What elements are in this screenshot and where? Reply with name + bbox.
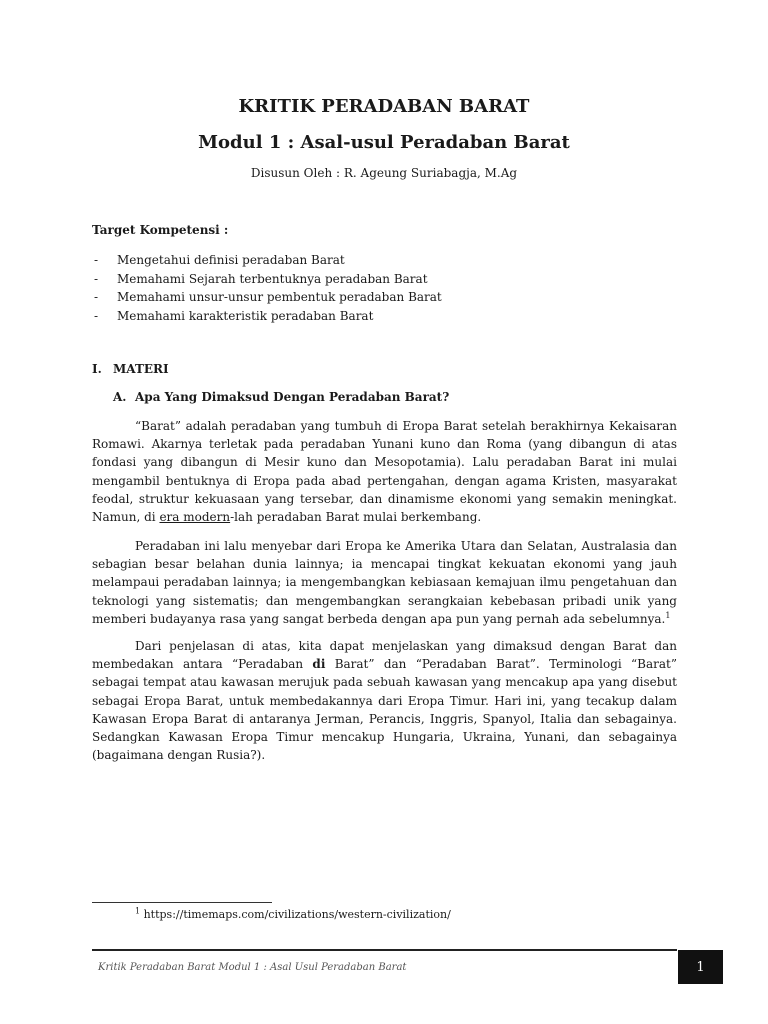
list-item-text: Memahami unsur-unsur pembentuk peradaban Barat bbox=[117, 290, 442, 304]
footnote-url[interactable]: https://timemaps.com/civilizations/western-civilization/ bbox=[140, 908, 451, 921]
paragraph-2 bbox=[92, 537, 677, 628]
target-heading: Target Kompetensi : bbox=[92, 223, 229, 237]
bullet-dash: - bbox=[94, 308, 99, 323]
module-title: Modul 1 : Asal-usul Peradaban Barat bbox=[198, 132, 570, 153]
footnote bbox=[135, 908, 451, 921]
list-item bbox=[92, 270, 442, 289]
footnote-separator bbox=[92, 902, 272, 903]
paragraph-1-text: “Barat” adalah peradaban yang tumbuh di Eropa Barat setelah berakhirnya Kekaisaran Romawi. Akarnya terletak pada peradaban Yunani kuno dan Roma (yang dibangun di atas fondasi yang dibangun di Mesir kuno dan Mesopotamia). Lalu peradaban Barat ini mulai mengambil bentuknya di Eropa pada abad pertengahan, dengan agama Kristen, masyarakat feodal, struktur kekuasaan yang tersebar, dan dinamisme ekonomi yang semakin meningkat. Namun, di bbox=[92, 419, 677, 525]
bullet-dash: - bbox=[94, 253, 99, 267]
list-item bbox=[92, 251, 442, 270]
list-item-text: Memahami karakteristik peradaban Barat bbox=[117, 308, 374, 323]
paragraph-3-tail: Barat” dan “Peradaban Barat”. Terminologi “Barat” sebagai tempat atau kawasan merujuk pada sebuah kawasan yang mencakup apa yang disebut sebagai Eropa Barat, untuk membedakannya dari Eropa Timur. Hari ini, yang tecakup dalam Kawasan Eropa Barat di antaranya Jerman, Perancis, Inggris, Spanyol, Italia dan sebagainya. Sedangkan Kawasan Eropa Timur mencakup Hungaria, Ukraina, Yunani, dan sebagainya (bagaimana dengan Rusia?). bbox=[92, 657, 678, 763]
section-number: I. bbox=[92, 362, 102, 376]
target-list bbox=[92, 251, 442, 325]
document-title: KRITIK PERADABAN BARAT bbox=[238, 96, 530, 117]
subsection-letter: A. bbox=[113, 390, 127, 404]
list-item bbox=[92, 288, 442, 307]
list-item-text: Memahami Sejarah terbentuknya peradaban Barat bbox=[117, 271, 428, 286]
footer-divider bbox=[92, 949, 677, 951]
section-heading bbox=[92, 362, 169, 376]
paragraph-2-text: Peradaban ini lalu menyebar dari Eropa ke Amerika Utara dan Selatan, Australasia dan sebagian besar belahan dunia lainnya; ia mencapai tingkat kekuatan ekonomi yang jauh melampaui peradaban lainnya; ia mengembangkan kebiasaan kemajuan ilmu pengetahuan dan teknologi yang sistematis; dan mengembangkan serangkaian kebebasan pribadi unik yang memberi budayanya rasa yang sangat berbeda dengan apa pun yang pernah ada sebelumnya. bbox=[92, 539, 677, 626]
subsection-title: Apa Yang Dimaksud Dengan Peradaban Barat? bbox=[135, 390, 450, 404]
bold-word: di bbox=[312, 657, 326, 672]
list-item-text: Mengetahui definisi peradaban Barat bbox=[117, 253, 345, 267]
paragraph-3-text: Dari penjelasan di atas, kita dapat menjelaskan yang dimaksud dengan Barat dan membedakan antara “Peradaban bbox=[92, 639, 677, 672]
list-item bbox=[92, 307, 442, 326]
author-line: Disusun Oleh : R. Ageung Suriabagja, M.Ag bbox=[250, 166, 518, 180]
section-title: MATERI bbox=[113, 362, 169, 376]
paragraph-3 bbox=[92, 637, 677, 764]
paragraph-1-tail: -lah peradaban Barat mulai berkembang. bbox=[230, 510, 482, 525]
footnote-marker: 1 bbox=[135, 906, 141, 916]
footer-text: Kritik Peradaban Barat Modul 1 : Asal Usul Peradaban Barat bbox=[98, 962, 407, 973]
subsection-heading bbox=[113, 390, 449, 404]
bullet-dash: - bbox=[94, 290, 99, 304]
page-number: 1 bbox=[678, 950, 723, 984]
era-modern-link[interactable]: era modern bbox=[159, 510, 231, 525]
bullet-dash: - bbox=[94, 271, 99, 286]
paragraph-1 bbox=[92, 417, 677, 526]
footnote-reference[interactable]: 1 bbox=[665, 610, 671, 620]
